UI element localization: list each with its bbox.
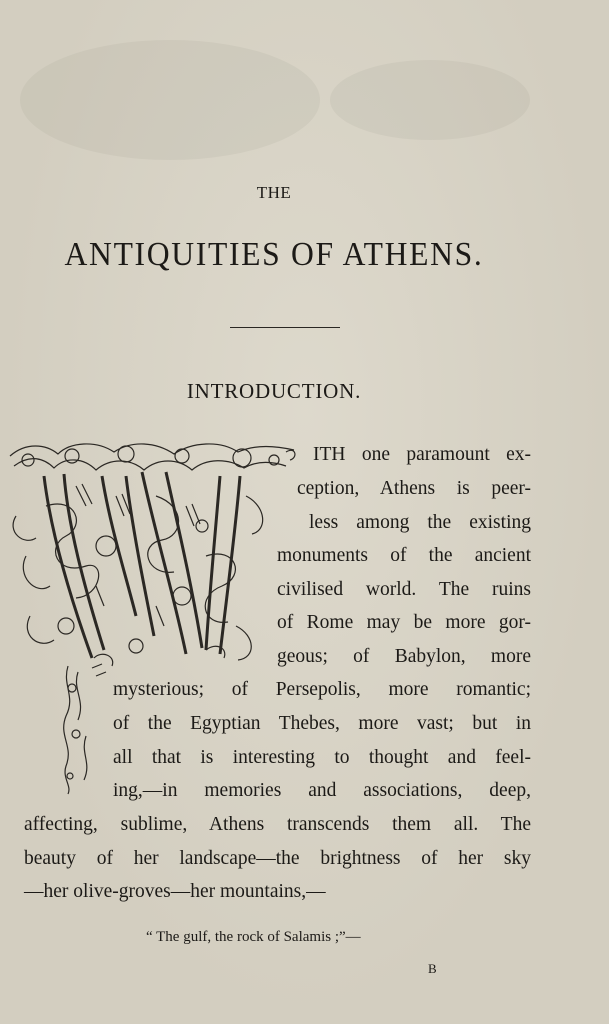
- section-heading: INTRODUCTION.: [186, 379, 362, 403]
- verse-quote: “ The gulf, the rock of Salamis ;”—: [146, 929, 361, 945]
- text-line: ception, Athens is peer-: [297, 478, 531, 499]
- text-line: ing,—in memories and associations, deep,: [113, 780, 531, 801]
- text-line: less among the existing: [309, 512, 531, 533]
- ornamental-drop-cap-w: [6, 436, 296, 796]
- paper-stain: [20, 40, 320, 160]
- text-line: all that is interesting to thought and feel-: [113, 747, 531, 768]
- signature-mark: B: [428, 961, 438, 976]
- text-line: beauty of her landscape—the brightness of her sky: [24, 848, 531, 869]
- text-line: geous; of Babylon, more: [277, 646, 531, 667]
- text-line: of the Egyptian Thebes, more vast; but in: [113, 713, 531, 734]
- title-divider: [230, 327, 340, 328]
- text-line: civilised world. The ruins: [277, 579, 531, 600]
- pre-title: THE: [256, 183, 292, 202]
- text-line: of Rome may be more gor-: [277, 612, 531, 633]
- text-line: mysterious; of Persepolis, more romantic;: [113, 679, 531, 700]
- paper-stain: [330, 60, 530, 140]
- text-line: affecting, sublime, Athens transcends them all. The: [24, 814, 531, 835]
- text-line: —her olive-groves—her mountains,—: [24, 881, 326, 902]
- page-title: ANTIQUITIES OF ATHENS.: [64, 236, 484, 273]
- text-line: ITH one paramount ex-: [313, 444, 531, 465]
- text-line: monuments of the ancient: [277, 545, 531, 566]
